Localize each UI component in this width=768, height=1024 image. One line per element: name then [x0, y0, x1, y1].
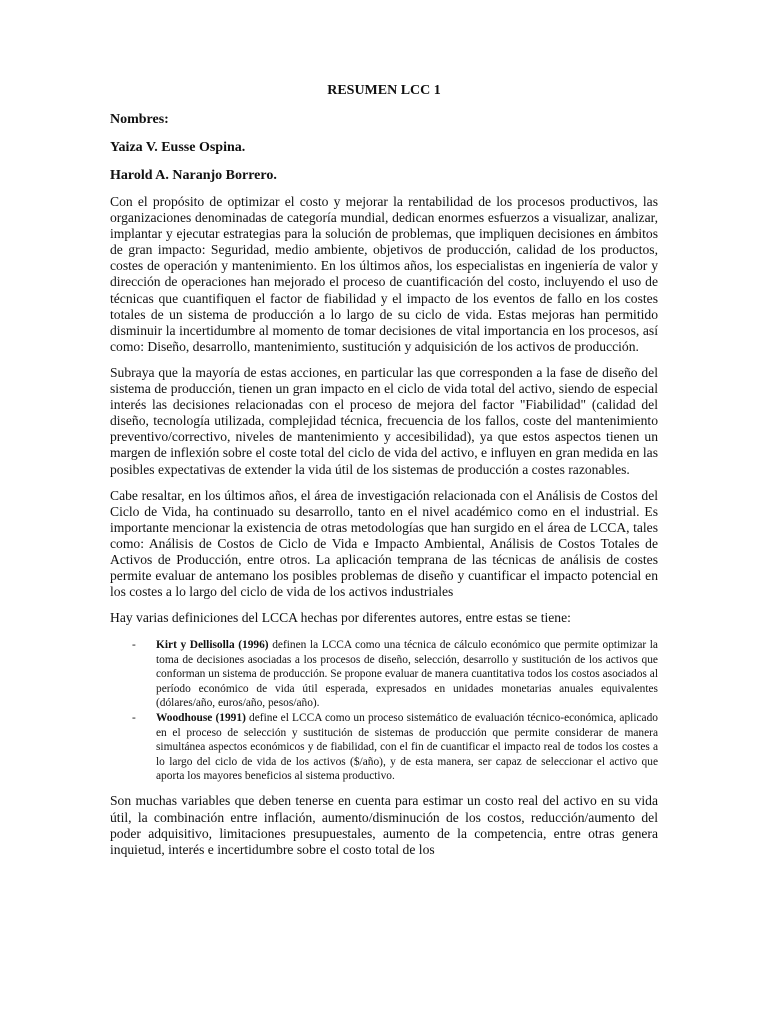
- definition-text: definen la LCCA como una técnica de cálculo económico que permite optimizar la toma de decisiones asociadas a los procesos de diseño, selección, desarrollo y sustitución de los activos que conforman un sistema de producción. Se propone evaluar de manera cuantitativa todos los costos asociados al período económico de vida útil esperada, expresados en unidades monetarias anuales equivalentes (dólares/año, euros/año, pesos/año).: [156, 639, 658, 709]
- body-paragraph: Cabe resaltar, en los últimos años, el área de investigación relacionada con el Análisis de Costos del Ciclo de Vida, ha continuado su desarrollo, tanto en el nivel académico como en el industrial. Es importante mencionar la existencia de otras metodologías que han surgido en el área de LCCA, tales como: Análisis de Costos de Ciclo de Vida e Impacto Ambiental, Análisis de Costos Totales de Activos de Producción, entre otros. La aplicación temprana de las técnicas de análisis de costes permite evaluar de antemano los posibles problemas de diseño y cuantificar el impacto potencial en los costes a lo largo del ciclo de vida de los activos industriales: [110, 487, 658, 600]
- definition-author: Woodhouse (1991): [156, 712, 246, 725]
- closing-paragraph: Son muchas variables que deben tenerse en cuenta para estimar un costo real del activo en su vida útil, la combinación entre inflación, aumento/disminución de los costos, reducción/aumento del poder adquisitivo, limitaciones presupuestales, aumento de la competencia, entre otras genera inquietud, interés e incertidumbre sobre el costo total de los: [110, 793, 658, 857]
- definition-author: Kirt y Dellisolla (1996): [156, 639, 269, 652]
- definition-text: define el LCCA como un proceso sistemático de evaluación técnico-económica, aplicado en el proceso de selección y sustitución de sistemas de producción que permite considerar de manera simultánea aspectos económicos y de fiabilidad, con el fin de cuantificar el impacto real de todos los costes a lo largo del ciclo de vida de los activos ($/año), y de esta manera, ser capaz de seleccionar el activo que aporta los mayores beneficios al sistema productivo.: [156, 712, 658, 782]
- document-page: [110, 83, 658, 877]
- author-name: Harold A. Naranjo Borrero.: [110, 168, 277, 183]
- list-item: [110, 638, 658, 710]
- body-paragraph: Con el propósito de optimizar el costo y mejorar la rentabilidad de los procesos productivos, las organizaciones denominadas de categoría mundial, dedican enormes esfuerzos a visualizar, analizar, implantar y ejecutar estrategias para la solución de problemas, que impliquen decisiones en ámbitos de gran impacto: Seguridad, medio ambiente, objetivos de producción, calidad de los productos, costes de operación y mantenimiento. En los últimos años, los especialistas en ingeniería de valor y dirección de operaciones han mejorado el proceso de cuantificación del costo, incluyendo el uso de técnicas que cuantifiquen el factor de fiabilidad y el impacto de los eventos de fallo en los costes totales de un sistema de producción a lo largo de su ciclo de vida. Estas mejoras han permitido disminuir la incertidumbre al momento de tomar decisiones de vital importancia en los procesos, así como: Diseño, desarrollo, mantenimiento, sustitución y adquisición de los activos de producción.: [110, 194, 658, 354]
- bullet-dash: -: [132, 639, 136, 652]
- body-paragraph: Hay varias definiciones del LCCA hechas por diferentes autores, entre estas se tiene:: [110, 610, 571, 626]
- body-paragraph: Subraya que la mayoría de estas acciones, en particular las que corresponden a la fase de diseño del sistema de producción, tienen un gran impacto en el ciclo de vida total del activo, siendo de especial interés las decisiones relacionadas con el proceso de mejora del factor "Fiabilidad" (calidad del diseño, tecnología utilizada, complejidad técnica, frecuencia de los fallos, coste del mantenimiento preventivo/correctivo, niveles de mantenimiento y accesibilidad), ya que estos aspectos tienen un margen de inflexión sobre el coste total del ciclo de vida del activo, e influyen en gran medida en las posibles expectativas de extender la vida útil de los sistemas de producción a costes razonables.: [110, 364, 658, 477]
- names-label: Nombres:: [110, 112, 169, 127]
- definitions-list: [110, 638, 658, 783]
- list-item: [110, 711, 658, 783]
- document-title: RESUMEN LCC 1: [327, 83, 441, 98]
- closing-paragraph-viewport: [110, 793, 658, 877]
- bullet-dash: -: [132, 712, 136, 725]
- author-name: Yaiza V. Eusse Ospina.: [110, 140, 246, 155]
